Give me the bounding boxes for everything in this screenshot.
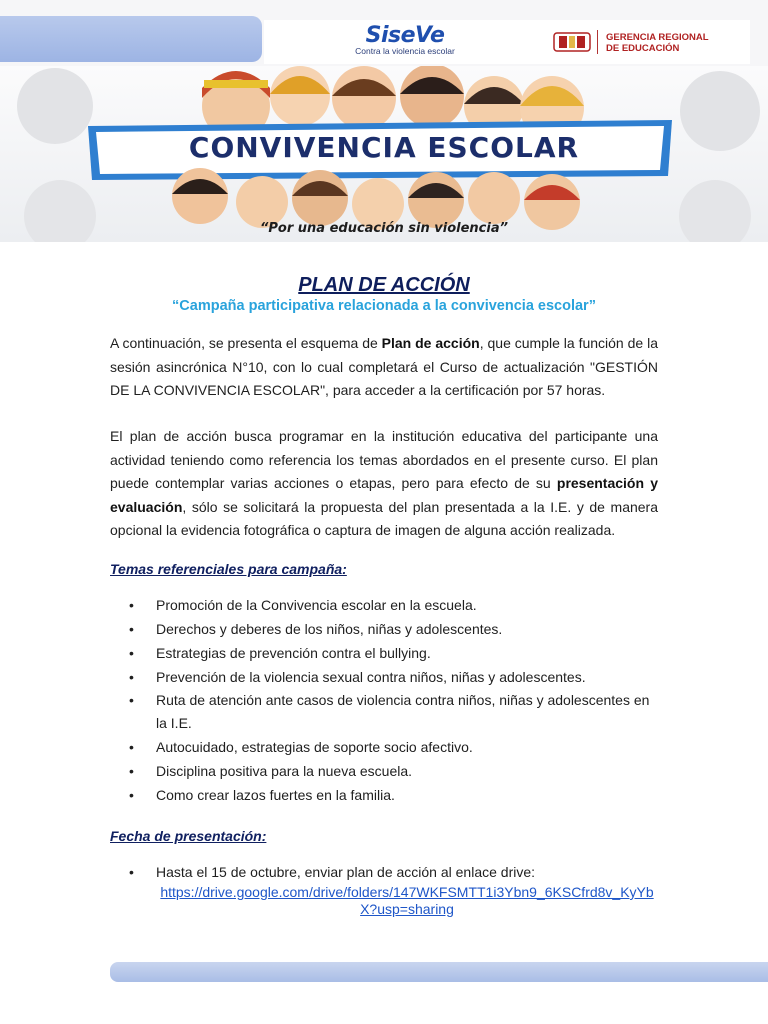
fecha-list — [110, 860, 658, 918]
list-item: • Estrategias de prevención contra el bullying. — [110, 641, 658, 665]
list-item — [110, 860, 658, 918]
plan-text-bold: presentación y evaluación — [110, 475, 658, 515]
siseve-logo-name: SiseVe — [365, 23, 445, 48]
gerencia-regional-label — [606, 32, 709, 54]
temas-list — [110, 593, 658, 807]
page-subtitle: “Campaña participativa relacionada a la convivencia escolar” — [172, 298, 596, 314]
gerencia-line-1: GERENCIA REGIONAL — [606, 32, 709, 43]
list-item: • Prevención de la violencia sexual contra niños, niñas y adolescentes. — [110, 665, 658, 689]
header-accent-bar — [0, 16, 262, 62]
list-item: • Disciplina positiva para la nueva escuela. — [110, 759, 658, 783]
plan-text-a: El plan de acción busca programar en la institución educativa del participante una actividad teniendo como referencia los temas abordados en el presente curso. El plan puede contemplar varias acciones o etapas, pero para efecto de su — [110, 428, 658, 491]
gerencia-line-2: DE EDUCACIÓN — [606, 43, 680, 54]
banner-title: CONVIVENCIA ESCOLAR — [188, 131, 580, 164]
list-item: • Derechos y deberes de los niños, niñas y adolescentes. — [110, 617, 658, 641]
intro-text-a: A continuación, se presenta el esquema de — [110, 335, 382, 351]
fecha-text: Hasta el 15 de octubre, enviar plan de acción al enlace drive: — [156, 864, 536, 880]
plan-text-c: , sólo se solicitará la propuesta del plan presentada a la I.E. y de manera opcional la evidencia fotográfica o captura de imagen de alguna acción realizada. — [110, 498, 658, 538]
list-item: • Ruta de atención ante casos de violencia contra niños, niñas y adolescentes en la I.E. — [110, 689, 658, 735]
page-title: PLAN DE ACCIÓN — [298, 274, 470, 296]
banner-slogan: “Por una educación sin violencia” — [260, 221, 508, 236]
fecha-heading: Fecha de presentación: — [110, 828, 267, 844]
siseve-logo-tagline: Contra la violencia escolar — [355, 46, 455, 56]
siseve-logo — [340, 23, 470, 56]
seal-divider — [597, 30, 598, 54]
intro-paragraph — [110, 332, 658, 403]
footer-accent-bar — [110, 962, 768, 982]
intro-text-c: , que cumple la función de la sesión asincrónica N°10, con lo cual completará el Curso de actualización "GESTIÓN DE LA CONVIVENCIA ESCOLAR", para acceder a la certificación por 57 horas. — [110, 335, 658, 398]
drive-link[interactable]: https://drive.google.com/drive/folders/147WKFSMTT1i3Ybn9_6KSCfrd8v_KyYbX?usp=sharing — [160, 884, 654, 917]
list-item: • Autocuidado, estrategias de soporte socio afectivo. — [110, 735, 658, 759]
regional-seal-icon — [553, 30, 591, 54]
temas-heading: Temas referenciales para campaña: — [110, 561, 347, 577]
plan-description-paragraph — [110, 425, 658, 543]
convivencia-banner — [0, 66, 768, 242]
list-item: • Como crear lazos fuertes en la familia. — [110, 783, 658, 807]
intro-text-bold: Plan de acción — [381, 335, 480, 351]
list-item: • Promoción de la Convivencia escolar en la escuela. — [110, 593, 658, 617]
